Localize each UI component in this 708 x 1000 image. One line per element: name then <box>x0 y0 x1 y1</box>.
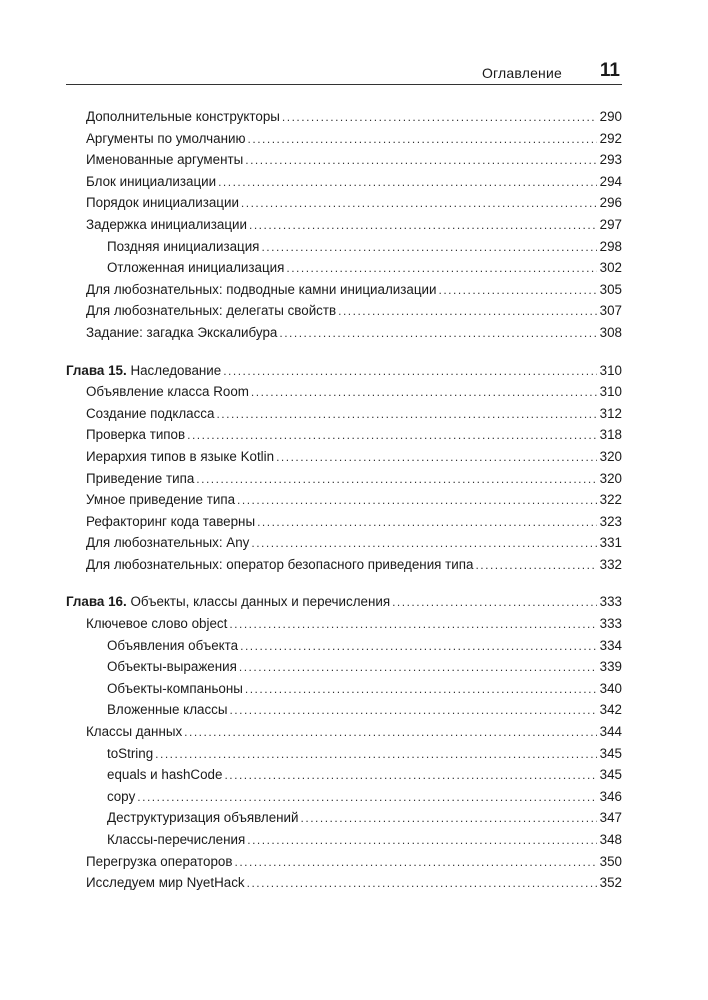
toc-subsection-entry[interactable] <box>66 764 622 786</box>
toc-subsection-entry[interactable] <box>66 257 622 279</box>
toc-group <box>66 360 622 576</box>
toc-page-number: 332 <box>599 556 622 572</box>
toc-chapter-entry[interactable] <box>66 591 622 613</box>
dot-leader <box>392 592 597 614</box>
dot-leader <box>282 107 597 129</box>
toc-section-entry[interactable] <box>66 872 622 894</box>
toc-page-number: 331 <box>599 535 622 551</box>
toc-page-number: 344 <box>599 724 622 740</box>
toc-entry-title: Для любознательных: подводные камни инициализации <box>86 281 437 297</box>
toc-entry-title: Отложенная инициализация <box>107 260 285 276</box>
toc-page-number: 340 <box>599 680 622 696</box>
dot-leader <box>216 404 596 426</box>
toc-page-number: 352 <box>599 875 622 891</box>
toc-page-number: 298 <box>599 238 622 254</box>
toc-entry-title <box>66 591 390 613</box>
dot-leader <box>251 533 596 555</box>
toc-subsection-entry[interactable] <box>66 678 622 700</box>
running-title: Оглавление <box>481 65 562 81</box>
toc-section-entry[interactable] <box>66 851 622 873</box>
dot-leader <box>249 215 597 237</box>
toc-entry-title: Ключевое слово object <box>86 616 228 632</box>
toc-section-entry[interactable] <box>66 149 622 171</box>
toc-subsection-entry[interactable] <box>66 236 622 258</box>
page-header <box>66 56 622 85</box>
toc-entry-title: Перегрузка операторов <box>86 853 233 869</box>
toc-page-number: 350 <box>599 853 622 869</box>
toc-group <box>66 591 622 893</box>
toc-section-entry[interactable] <box>66 532 622 554</box>
dot-leader <box>240 636 597 658</box>
dot-leader <box>235 852 597 874</box>
toc-entry-title: Аргументы по умолчанию <box>86 130 246 146</box>
toc-page-number: 333 <box>599 616 622 632</box>
dot-leader <box>261 237 596 259</box>
dot-leader <box>248 129 597 151</box>
toc-entry-title: Поздняя инициализация <box>107 238 260 254</box>
toc-page-number: 342 <box>599 702 622 718</box>
toc-section-entry[interactable] <box>66 279 622 301</box>
dot-leader <box>224 765 596 787</box>
toc-subsection-entry[interactable] <box>66 807 622 829</box>
toc-entry-title: Создание подкласса <box>86 405 215 421</box>
dot-leader <box>251 382 597 404</box>
toc-entry-title: Задание: загадка Экскалибура <box>86 324 278 340</box>
toc-entry-title: Для любознательных: оператор безопасного приведения типа <box>86 556 474 572</box>
toc-entry-title: Блок инициализации <box>86 173 217 189</box>
toc-page-number: 348 <box>599 832 622 847</box>
dot-leader <box>286 258 596 280</box>
toc-entry-title: equals и hashCode <box>107 767 223 783</box>
toc-page-number: 297 <box>599 216 622 232</box>
dot-leader <box>196 469 596 491</box>
toc-page-number: 318 <box>599 427 622 443</box>
dot-leader <box>279 323 596 345</box>
toc-page-number: 320 <box>599 470 622 486</box>
toc-section-entry[interactable] <box>66 554 622 576</box>
toc-entry-title: copy <box>107 788 136 804</box>
dot-leader <box>245 150 596 172</box>
dot-leader <box>218 172 597 194</box>
toc-section-entry[interactable] <box>66 300 622 322</box>
toc-entry-title: Приведение типа <box>86 470 195 486</box>
toc-group <box>66 106 622 344</box>
dot-leader <box>338 301 597 323</box>
toc-page-number: 334 <box>599 637 622 653</box>
toc-page-number: 290 <box>599 109 622 124</box>
toc-page-number: 312 <box>599 405 622 421</box>
toc-section-entry[interactable] <box>66 171 622 193</box>
toc-section-entry[interactable] <box>66 468 622 490</box>
dot-leader <box>241 193 597 215</box>
toc-entry-title: Вложенные классы <box>107 702 228 718</box>
toc-section-entry[interactable] <box>66 192 622 214</box>
dot-leader <box>276 447 597 469</box>
toc-section-entry[interactable] <box>66 128 622 150</box>
dot-leader <box>475 555 596 577</box>
toc-subsection-entry[interactable] <box>66 743 622 765</box>
toc-section-entry[interactable] <box>66 613 622 635</box>
toc-entry-title: toString <box>107 745 154 761</box>
table-of-contents <box>66 106 622 910</box>
toc-entry-title <box>66 360 221 382</box>
chapter-title: Наследование <box>126 362 222 378</box>
toc-page-number: 305 <box>599 281 622 297</box>
toc-entry-title: Порядок инициализации <box>86 195 239 211</box>
toc-section-entry[interactable] <box>66 106 622 128</box>
dot-leader <box>237 490 597 512</box>
toc-entry-title: Объекты-выражения <box>107 659 237 675</box>
toc-entry-title: Объявления объекта <box>107 637 239 653</box>
toc-page-number: 310 <box>599 362 622 378</box>
toc-page-number: 310 <box>599 384 622 400</box>
dot-leader <box>247 830 596 852</box>
toc-page-number: 347 <box>599 810 622 826</box>
dot-leader <box>239 657 597 679</box>
toc-page-number: 302 <box>599 260 622 276</box>
toc-page-number: 323 <box>599 513 622 529</box>
toc-section-entry[interactable] <box>66 322 622 344</box>
toc-page-number: 339 <box>599 659 622 675</box>
toc-section-entry[interactable] <box>66 214 622 236</box>
dot-leader <box>155 744 597 766</box>
toc-page-number: 322 <box>599 492 622 508</box>
toc-page-number: 345 <box>599 767 622 783</box>
dot-leader <box>184 722 596 744</box>
toc-entry-title: Задержка инициализации <box>86 216 247 232</box>
toc-entry-title: Умное приведение типа <box>86 492 236 508</box>
toc-chapter-entry[interactable] <box>66 360 622 382</box>
toc-section-entry[interactable] <box>66 721 622 743</box>
toc-entry-title: Исследуем мир NyetHack <box>86 875 245 891</box>
toc-subsection-entry[interactable] <box>66 699 622 721</box>
toc-entry-title: Проверка типов <box>86 427 186 443</box>
toc-subsection-entry[interactable] <box>66 656 622 678</box>
toc-section-entry[interactable] <box>66 446 622 468</box>
toc-page-number: 292 <box>599 130 622 146</box>
dot-leader <box>137 787 596 809</box>
toc-subsection-entry[interactable] <box>66 786 622 808</box>
toc-entry-title: Иерархия типов в языке Kotlin <box>86 448 275 464</box>
toc-section-entry[interactable] <box>66 381 622 403</box>
dot-leader <box>229 700 596 722</box>
toc-page-number: 333 <box>599 594 622 610</box>
toc-entry-title: Именованные аргументы <box>86 152 244 168</box>
toc-entry-title: Для любознательных: Any <box>86 535 250 551</box>
toc-subsection-entry[interactable] <box>66 635 622 657</box>
toc-section-entry[interactable] <box>66 511 622 533</box>
dot-leader <box>301 808 597 830</box>
chapter-label: Глава 16. <box>66 594 127 610</box>
toc-entry-title: Классы данных <box>86 724 183 740</box>
toc-page-number: 345 <box>599 745 622 761</box>
toc-page-number: 320 <box>599 448 622 464</box>
toc-page-number: 294 <box>599 173 622 189</box>
dot-leader <box>229 614 596 636</box>
toc-entry-title: Дополнительные конструкторы <box>86 109 280 124</box>
toc-entry-title: Классы-перечисления <box>107 832 246 847</box>
toc-page-number: 307 <box>599 303 622 319</box>
toc-section-entry[interactable] <box>66 489 622 511</box>
toc-entry-title: Рефакторинг кода таверны <box>86 513 256 529</box>
toc-entry-title: Объекты-компаньоны <box>107 680 243 696</box>
toc-page-number: 308 <box>599 324 622 340</box>
toc-section-entry[interactable] <box>66 403 622 425</box>
toc-entry-title: Деструктуризация объявлений <box>107 810 299 826</box>
page-number: 11 <box>599 60 620 81</box>
toc-page-number: 296 <box>599 195 622 211</box>
dot-leader <box>223 361 596 383</box>
dot-leader <box>247 873 597 895</box>
chapter-title: Объекты, классы данных и перечисления <box>126 594 391 610</box>
chapter-label: Глава 15. <box>66 362 127 378</box>
toc-page-number: 346 <box>599 788 622 804</box>
dot-leader <box>245 679 597 701</box>
dot-leader <box>257 512 597 534</box>
toc-section-entry[interactable] <box>66 424 622 446</box>
toc-page-number: 293 <box>599 152 622 168</box>
toc-subsection-entry[interactable] <box>66 829 622 851</box>
dot-leader <box>439 280 597 302</box>
toc-entry-title: Объявление класса Room <box>86 384 249 400</box>
dot-leader <box>187 425 597 447</box>
toc-entry-title: Для любознательных: делегаты свойств <box>86 303 337 319</box>
